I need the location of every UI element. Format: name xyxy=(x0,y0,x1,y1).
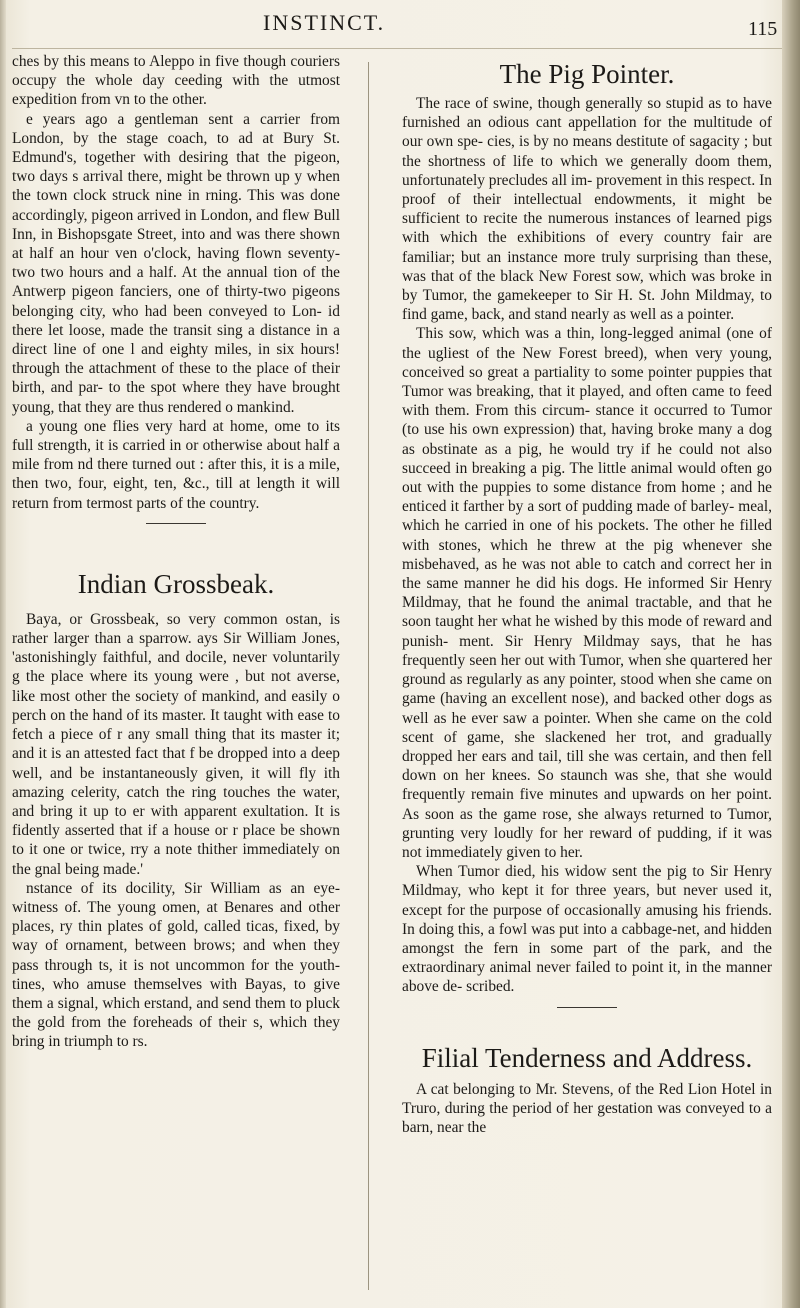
header-rule xyxy=(12,48,782,49)
pig-paragraph: When Tumor died, his widow sent the pig to Sir Henry Mildmay, who kept it for three years, but never used it, except for the purpose of occasionally amusing his friends. In doing this, a fowl was put into a cabbage-net, and hidden amongst the fern in some part of the park, and the extraordinary animal never failed to point it, in the manner above de- scribed. xyxy=(402,863,772,996)
grossbeak-paragraph: nstance of its docility, Sir William as an eye-witness of. The young omen, at Benares and other places, ry thin plates of gold, called ticas, fixed, by way of ornament, between brows; and when they pass through ts, it is not uncommon for the youth- tines, who amuse themselves with Bayas, to give them a signal, which erstand, and send them to pluck the gold from the foreheads of their s, which they bring in triumph to rs. xyxy=(12,879,340,1051)
pig-pointer-heading: The Pig Pointer. xyxy=(499,59,675,89)
filial-paragraph: A cat belonging to Mr. Stevens, of the Red Lion Hotel in Truro, during the period of her gestation was conveyed to a barn, near the xyxy=(402,1080,772,1136)
pig-paragraph: The race of swine, though generally so stupid as to have furnished an odious cant appellation for the multitude of our own spe- cies, is by no means destitute of sagacity ; but the shortness of life to which we generally doom them, unfortunately precludes all im- provement in this respect. In proof of their intellectual endowments, it might be sufficient to recite the numerous instances of learned pigs with which the exhibitions of every country fair are familiar; but an instance more truly surprising than these, was that of the black New Forest sow, which was broke in by Tumor, the gamekeeper to Sir H. St. John Mildmay, to find game, back, and stand nearly as well as a pointer. xyxy=(402,95,772,324)
section-rule xyxy=(557,1007,617,1008)
page-number: 115 xyxy=(748,18,778,40)
running-title: INSTINCT. xyxy=(263,10,386,35)
pigeons-paragraph: a young one flies very hard at home, ome to its full strength, it is carried in or otherwise about half a mile from nd there turned out : after this, it is a mile, then two, four, eight, ten, &c., till at length it will return from termost parts of the country. xyxy=(12,417,340,512)
page-edge-shadow xyxy=(782,0,800,1308)
left-column xyxy=(12,52,340,1052)
pigeons-paragraph: e years ago a gentleman sent a carrier from London, by the stage coach, to ad at Bury St. Edmund's, together with desiring that the pigeon, two days s arrival there, might be thrown up y when the town clock struck nine in rning. This was done accordingly, pigeon arrived in London, and flew Bull Inn, in Bishopsgate Street, into and was there shown at half an hour ven o'clock, having flown seventy-two two hours and a half. At the annual tion of the Antwerp pigeon fanciers, one of thirty-two pigeons belonging city, who had been conveyed to Lon- id there let loose, made the transit sing a distance in a direct line of one l and eighty miles, in six hours! through the attachment of these to the place of their birth, and par- to the spot where they have brought young, that they are thus rendered o mankind. xyxy=(12,110,340,416)
pigeons-paragraph: ches by this means to Aleppo in five though couriers occupy the whole day ceeding with the utmost expedition from vn to the other. xyxy=(12,53,340,109)
filial-tenderness-heading: Filial Tenderness and Address. xyxy=(421,1042,753,1073)
grossbeak-paragraph: Baya, or Grossbeak, so very common ostan, is rather larger than a sparrow. ays Sir William Jones, 'astonishingly faithful, and docile, never voluntarily g the place where its young were , but not averse, like most other the society of mankind, and easily o perch on the hand of its master. It taught with ease to fetch a piece of r any small thing that its master it; and it is an attested fact that f be dropped into a deep well, and be instantaneously given, it will fly ith amazing celerity, catch the ring touches the water, and bring it up to er with apparent exultation. It is fidently asserted that if a house or r place be shown to it one or twice, rry a note thither immediately on the gnal being made.' xyxy=(12,610,340,878)
column-divider xyxy=(368,62,369,1290)
running-head xyxy=(0,6,782,46)
grossbeak-heading: Indian Grossbeak. xyxy=(77,568,275,599)
section-rule xyxy=(146,523,206,524)
right-column xyxy=(402,52,772,1137)
binding-edge xyxy=(0,0,6,1308)
pig-paragraph: This sow, which was a thin, long-legged animal (one of the ugliest of the New Forest breed), when very young, conceived so great a partiality to some pointer puppies that Tumor was breaking, that it played, and often came to feed with them. From this circum- stance it occurred to Tumor (to use his own expression) that, having broke many a dog as obstinate as a pig, he would try if he could not also succeed in breaking a pig. The little animal would often go out with the puppies to some distance from home ; and he enticed it farther by a sort of pudding made of barley- meal, which he carried in one of his pockets. The other he filled with stones, which he threw at the pig whenever she misbehaved, as he was not able to catch and correct her in the same manner he did his dogs. He informed Sir Henry Mildmay, that he found the animal tractable, and that he soon taught her what he wished by this mode of reward and punish- ment. Sir Henry Mildmay says, that he has frequently seen her out with Tumor, when she quartered her ground as regularly as any pointer, stood when she came on game (having an excellent nose), and backed other dogs as well as he ever saw a pointer. When she came on the cold scent of game, she slackened her trot, and gradually dropped her ears and tail, till she was certain, and then fell down on her knees. So staunch was she, that she would frequently remain five minutes and upwards on her point. As soon as the game rose, she always returned to Tumor, grunting very loudly for her reward of pudding, if it was not immediately given to her. xyxy=(402,325,772,861)
